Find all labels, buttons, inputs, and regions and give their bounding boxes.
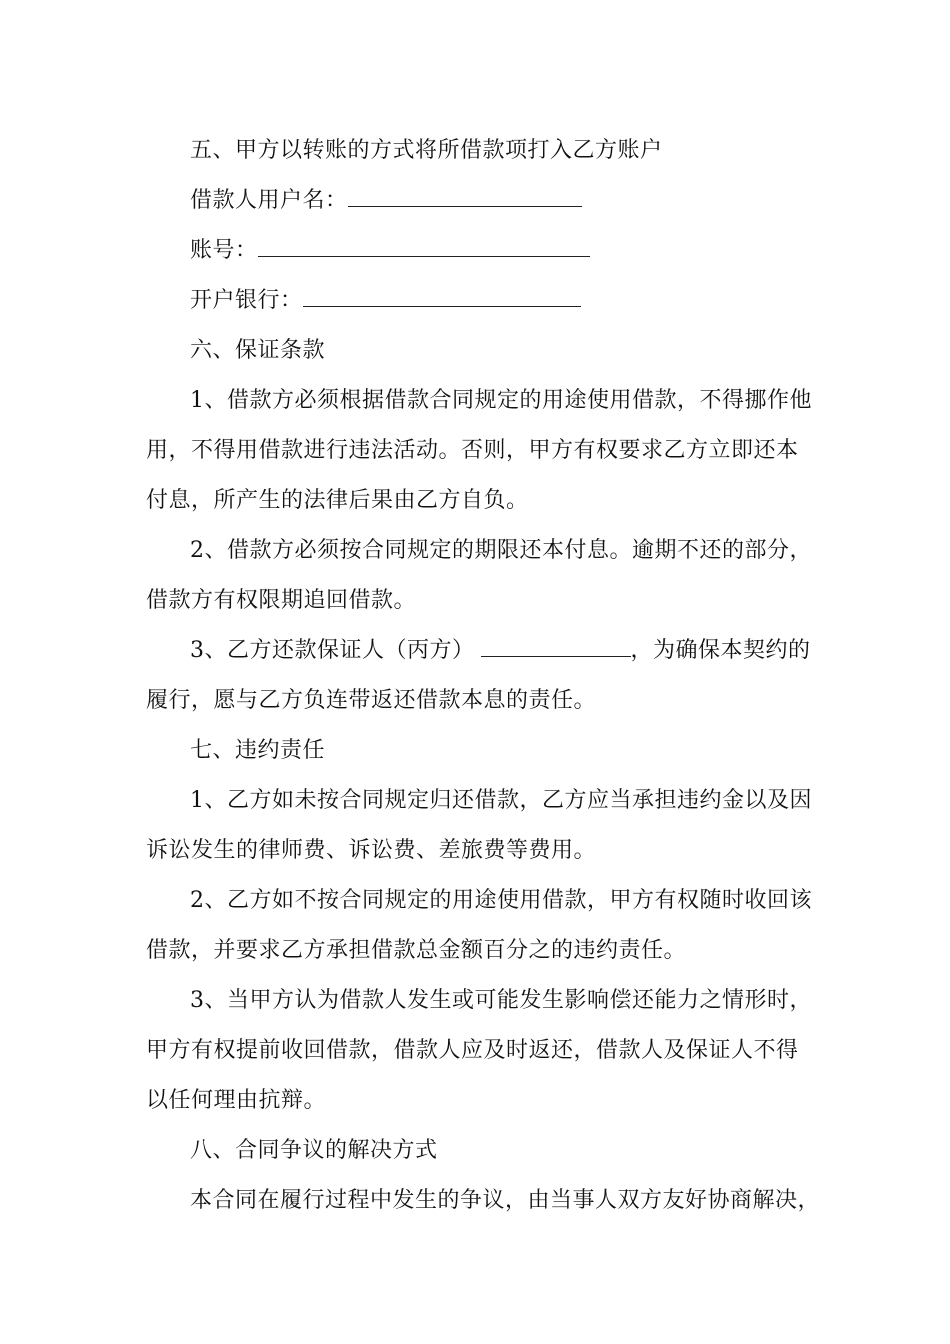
guarantor-label: 3、乙方还款保证人（丙方） bbox=[190, 638, 475, 663]
borrower-username-row bbox=[190, 186, 582, 216]
borrower-username-blank[interactable] bbox=[348, 186, 582, 207]
bank-label: 开户银行： bbox=[190, 288, 303, 313]
bank-row bbox=[190, 286, 581, 316]
bank-blank[interactable] bbox=[303, 286, 581, 307]
section-7-heading: 七、违约责任 bbox=[190, 738, 326, 763]
section-7-clause-3-line-1: 3、当甲方认为借款人发生或可能发生影响偿还能力之情形时， bbox=[190, 988, 812, 1013]
section-6-heading: 六、保证条款 bbox=[190, 338, 326, 363]
section-7-clause-1-line-2: 诉讼发生的律师费、诉讼费、差旅费等费用。 bbox=[146, 838, 597, 863]
account-number-label: 账号： bbox=[190, 238, 258, 263]
guarantor-tail: ，为确保本契约的 bbox=[630, 638, 811, 663]
section-6-clause-2-line-2: 借款方有权限期追回借款。 bbox=[146, 588, 417, 613]
account-number-blank[interactable] bbox=[258, 236, 590, 257]
section-6-clause-2-line-1: 2、借款方必须按合同规定的期限还本付息。逾期不还的部分， bbox=[190, 538, 812, 563]
section-7-clause-3-line-3: 以任何理由抗辩。 bbox=[146, 1088, 327, 1113]
section-6-clause-1-line-1: 1、借款方必须根据借款合同规定的用途使用借款，不得挪作他 bbox=[190, 388, 812, 413]
section-7-clause-2-line-2: 借款，并要求乙方承担借款总金额百分之的违约责任。 bbox=[146, 938, 687, 963]
guarantor-blank[interactable] bbox=[481, 636, 631, 657]
section-8-heading: 八、合同争议的解决方式 bbox=[190, 1138, 438, 1163]
section-8-paragraph-line-1: 本合同在履行过程中发生的争议，由当事人双方友好协商解决， bbox=[190, 1188, 821, 1213]
account-number-row bbox=[190, 236, 590, 266]
section-6-clause-3-line-2: 履行，愿与乙方负连带返还借款本息的责任。 bbox=[146, 688, 597, 713]
section-7-clause-3-line-2: 甲方有权提前收回借款，借款人应及时返还，借款人及保证人不得 bbox=[146, 1038, 799, 1063]
section-6-clause-3-line-1 bbox=[190, 636, 811, 666]
borrower-username-label: 借款人用户名： bbox=[190, 188, 348, 213]
section-7-clause-1-line-1: 1、乙方如未按合同规定归还借款，乙方应当承担违约金以及因 bbox=[190, 788, 812, 813]
section-6-clause-1-line-3: 付息，所产生的法律后果由乙方自负。 bbox=[146, 488, 529, 513]
section-6-clause-1-line-2: 用，不得用借款进行违法活动。否则，甲方有权要求乙方立即还本 bbox=[146, 438, 799, 463]
section-5-heading: 五、甲方以转账的方式将所借款项打入乙方账户 bbox=[190, 138, 663, 163]
section-7-clause-2-line-1: 2、乙方如不按合同规定的用途使用借款，甲方有权随时收回该 bbox=[190, 888, 812, 913]
